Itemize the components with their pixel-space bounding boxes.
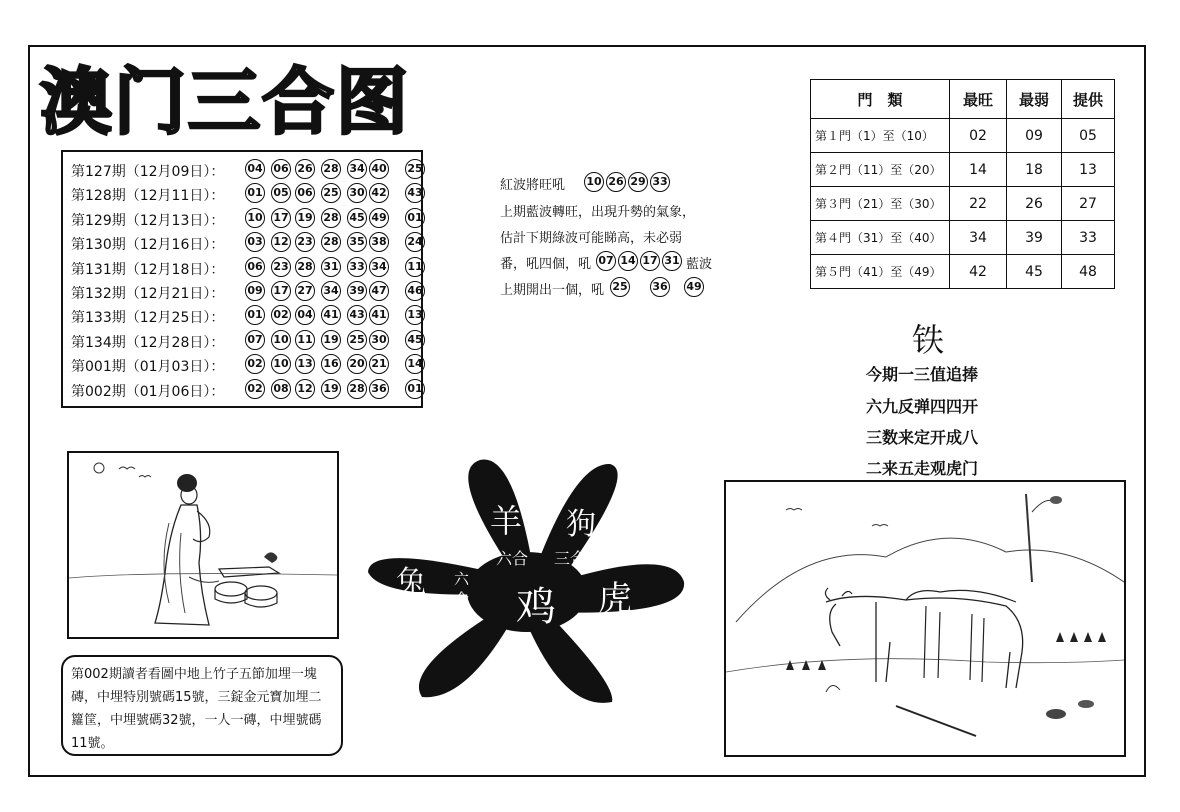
history-number-ball: 01 [245, 183, 265, 203]
poem-line: 今期一三值追捧 [866, 365, 979, 384]
history-number-ball: 45 [347, 208, 367, 228]
history-number-ball: 28 [321, 208, 341, 228]
door-cell-door: 第３門（21）至（30） [811, 187, 950, 221]
door-cell-max: 42 [950, 255, 1007, 289]
history-number-ball: 09 [245, 281, 265, 301]
door-table [810, 79, 1115, 289]
label-liu: 六 [454, 570, 470, 588]
zodiac-hu: 虎 [598, 579, 632, 619]
history-number-ball: 04 [295, 305, 315, 325]
history-special-ball: 01 [405, 208, 425, 228]
history-number-ball: 49 [369, 208, 389, 228]
door-row [811, 255, 1115, 289]
page-title: 澳门三合图 [40, 60, 411, 144]
hint-ball: 25 [610, 277, 630, 297]
history-number-ball: 23 [295, 232, 315, 252]
history-period-label: 第134期（12月28日）： [71, 334, 225, 351]
history-number-ball: 06 [245, 257, 265, 277]
history-period-label: 第001期（01月03日）： [71, 359, 225, 376]
history-number-ball: 28 [321, 159, 341, 179]
header-max: 最旺 [950, 80, 1007, 119]
history-special-ball: 01 [405, 379, 425, 399]
poem-line: 六九反弹四四开 [866, 397, 979, 416]
door-cell-min: 26 [1007, 187, 1062, 221]
history-special-ball: 25 [405, 159, 425, 179]
lady-illustration [67, 451, 339, 639]
hint-line-4 [500, 253, 713, 272]
history-number-ball: 08 [271, 379, 291, 399]
poem-line: 三数来定开成八 [866, 428, 979, 447]
history-number-ball: 34 [369, 257, 389, 277]
header-door: 門 類 [811, 80, 950, 119]
hint-ball: 26 [606, 172, 626, 192]
history-number-ball: 13 [295, 354, 315, 374]
history-number-ball: 41 [321, 305, 341, 325]
door-cell-give: 13 [1062, 153, 1115, 187]
history-special-ball: 14 [405, 354, 425, 374]
history-number-ball: 30 [369, 330, 389, 350]
history-number-ball: 07 [245, 330, 265, 350]
hint-ball: 49 [684, 277, 704, 297]
door-cell-give: 33 [1062, 221, 1115, 255]
hint-ball: 31 [662, 251, 682, 271]
poem-title: 铁 [912, 321, 945, 359]
door-cell-max: 14 [950, 153, 1007, 187]
zodiac-gou: 狗 [566, 507, 596, 542]
label-he: 合 [454, 590, 470, 608]
history-number-ball: 43 [347, 305, 367, 325]
history-number-ball: 10 [271, 354, 291, 374]
history-number-ball: 28 [295, 257, 315, 277]
history-number-ball: 27 [295, 281, 315, 301]
history-number-ball: 10 [271, 330, 291, 350]
hint-ball: 07 [596, 251, 616, 271]
history-number-ball: 33 [347, 257, 367, 277]
door-cell-max: 22 [950, 187, 1007, 221]
history-number-ball: 35 [347, 232, 367, 252]
label-sanhe: 三合 [554, 549, 587, 568]
history-number-ball: 28 [347, 379, 367, 399]
history-number-ball: 42 [369, 183, 389, 203]
history-period-label: 第132期（12月21日）： [71, 286, 225, 302]
history-number-ball: 02 [271, 305, 291, 325]
history-number-ball: 17 [271, 281, 291, 301]
history-period-label: 第127期（12月09日）： [71, 164, 225, 180]
history-period-label: 第128期（12月11日）： [71, 188, 225, 205]
door-row [811, 221, 1115, 255]
door-cell-give: 05 [1062, 119, 1115, 153]
door-cell-give: 48 [1062, 255, 1115, 289]
history-number-ball: 11 [295, 330, 315, 350]
hint-ball: 10 [584, 172, 604, 192]
hint-line-1 [500, 174, 668, 193]
history-period-label: 第131期（12月18日）： [71, 261, 225, 278]
history-number-ball: 25 [321, 183, 341, 203]
draw-history-panel [61, 150, 423, 408]
hint-line-4-text-a: 番，吼四個，吼 [500, 257, 592, 272]
history-number-ball: 01 [245, 305, 265, 325]
door-cell-door: 第４門（31）至（40） [811, 221, 950, 255]
door-cell-door: 第５門（41）至（49） [811, 255, 950, 289]
zodiac-yang: 羊 [490, 502, 523, 540]
zodiac-tu: 兔 [396, 565, 426, 600]
history-number-ball: 12 [295, 379, 315, 399]
history-period-label: 第002期（01月06日）： [71, 383, 225, 400]
hint-ball: 36 [650, 277, 670, 297]
history-number-ball: 34 [321, 281, 341, 301]
history-period-label: 第130期（12月16日）： [71, 237, 225, 254]
door-table-header [811, 80, 1115, 119]
history-number-ball: 17 [271, 208, 291, 228]
hint-line-2: 上期藍波轉旺，出現升勢的氣象， [500, 205, 696, 220]
lady-drawing [69, 453, 337, 637]
hint-line-1-text: 紅波將旺吼 [500, 178, 566, 193]
history-number-ball: 02 [245, 379, 265, 399]
hint-ball: 29 [628, 172, 648, 192]
history-special-ball: 11 [405, 257, 425, 277]
history-number-ball: 41 [369, 305, 389, 325]
history-number-ball: 19 [295, 208, 315, 228]
history-number-ball: 06 [295, 183, 315, 203]
header-min: 最弱 [1007, 80, 1062, 119]
door-cell-min: 09 [1007, 119, 1062, 153]
door-row [811, 119, 1115, 153]
door-cell-give: 27 [1062, 187, 1115, 221]
history-number-ball: 10 [245, 208, 265, 228]
hint-ball: 17 [640, 251, 660, 271]
hint-line-5-text: 上期開出一個，吼 [500, 283, 605, 298]
door-cell-min: 45 [1007, 255, 1062, 289]
history-special-ball: 43 [405, 183, 425, 203]
history-number-ball: 31 [321, 257, 341, 277]
history-number-ball: 36 [369, 379, 389, 399]
zodiac-ji: 鸡 [516, 584, 556, 630]
history-number-ball: 28 [321, 232, 341, 252]
door-row [811, 187, 1115, 221]
history-number-ball: 05 [271, 183, 291, 203]
history-number-ball: 03 [245, 232, 265, 252]
hint-ball: 33 [650, 172, 670, 192]
history-special-ball: 45 [405, 330, 425, 350]
history-number-ball: 02 [245, 354, 265, 374]
history-period-label: 第133期（12月25日）： [71, 310, 225, 327]
history-special-ball: 24 [405, 232, 425, 252]
hint-line-5 [500, 279, 702, 298]
door-cell-max: 34 [950, 221, 1007, 255]
oxen-drawing [726, 482, 1124, 755]
history-number-ball: 19 [321, 379, 341, 399]
door-cell-door: 第１門（1）至（10） [811, 119, 950, 153]
door-cell-door: 第２門（11）至（20） [811, 153, 950, 187]
history-number-ball: 23 [271, 257, 291, 277]
history-special-ball: 13 [405, 305, 425, 325]
hint-line-4-text-b: 藍波 [686, 257, 713, 272]
history-number-ball: 38 [369, 232, 389, 252]
history-number-ball: 40 [369, 159, 389, 179]
door-row [811, 153, 1115, 187]
poem-line: 二来五走观虎门 [866, 459, 979, 478]
door-cell-min: 39 [1007, 221, 1062, 255]
history-special-ball: 46 [405, 281, 425, 301]
history-number-ball: 39 [347, 281, 367, 301]
history-number-ball: 26 [295, 159, 315, 179]
history-number-ball: 20 [347, 354, 367, 374]
label-liuhe: 六合 [496, 549, 529, 568]
reading-note: 第002期讀者看圖中地上竹子五節加埋一塊磚，中埋特別號碼15號，三錠金元寶加埋二籮筐，中埋號碼32號，一人一磚，中埋號碼11號。 [61, 655, 343, 756]
history-number-ball: 19 [321, 330, 341, 350]
history-period-label: 第129期（12月13日）： [71, 212, 225, 229]
history-number-ball: 47 [369, 281, 389, 301]
hint-line-3: 估計下期綠波可能睇高，未必弱 [500, 231, 683, 246]
hint-ball: 14 [618, 251, 638, 271]
oxen-illustration [724, 480, 1126, 757]
history-number-ball: 16 [321, 354, 341, 374]
history-number-ball: 12 [271, 232, 291, 252]
history-number-ball: 25 [347, 330, 367, 350]
history-number-ball: 06 [271, 159, 291, 179]
header-give: 提供 [1062, 80, 1115, 119]
history-number-ball: 04 [245, 159, 265, 179]
door-cell-max: 02 [950, 119, 1007, 153]
history-number-ball: 21 [369, 354, 389, 374]
history-number-ball: 34 [347, 159, 367, 179]
zodiac-flower [362, 452, 692, 704]
history-number-ball: 30 [347, 183, 367, 203]
door-cell-min: 18 [1007, 153, 1062, 187]
